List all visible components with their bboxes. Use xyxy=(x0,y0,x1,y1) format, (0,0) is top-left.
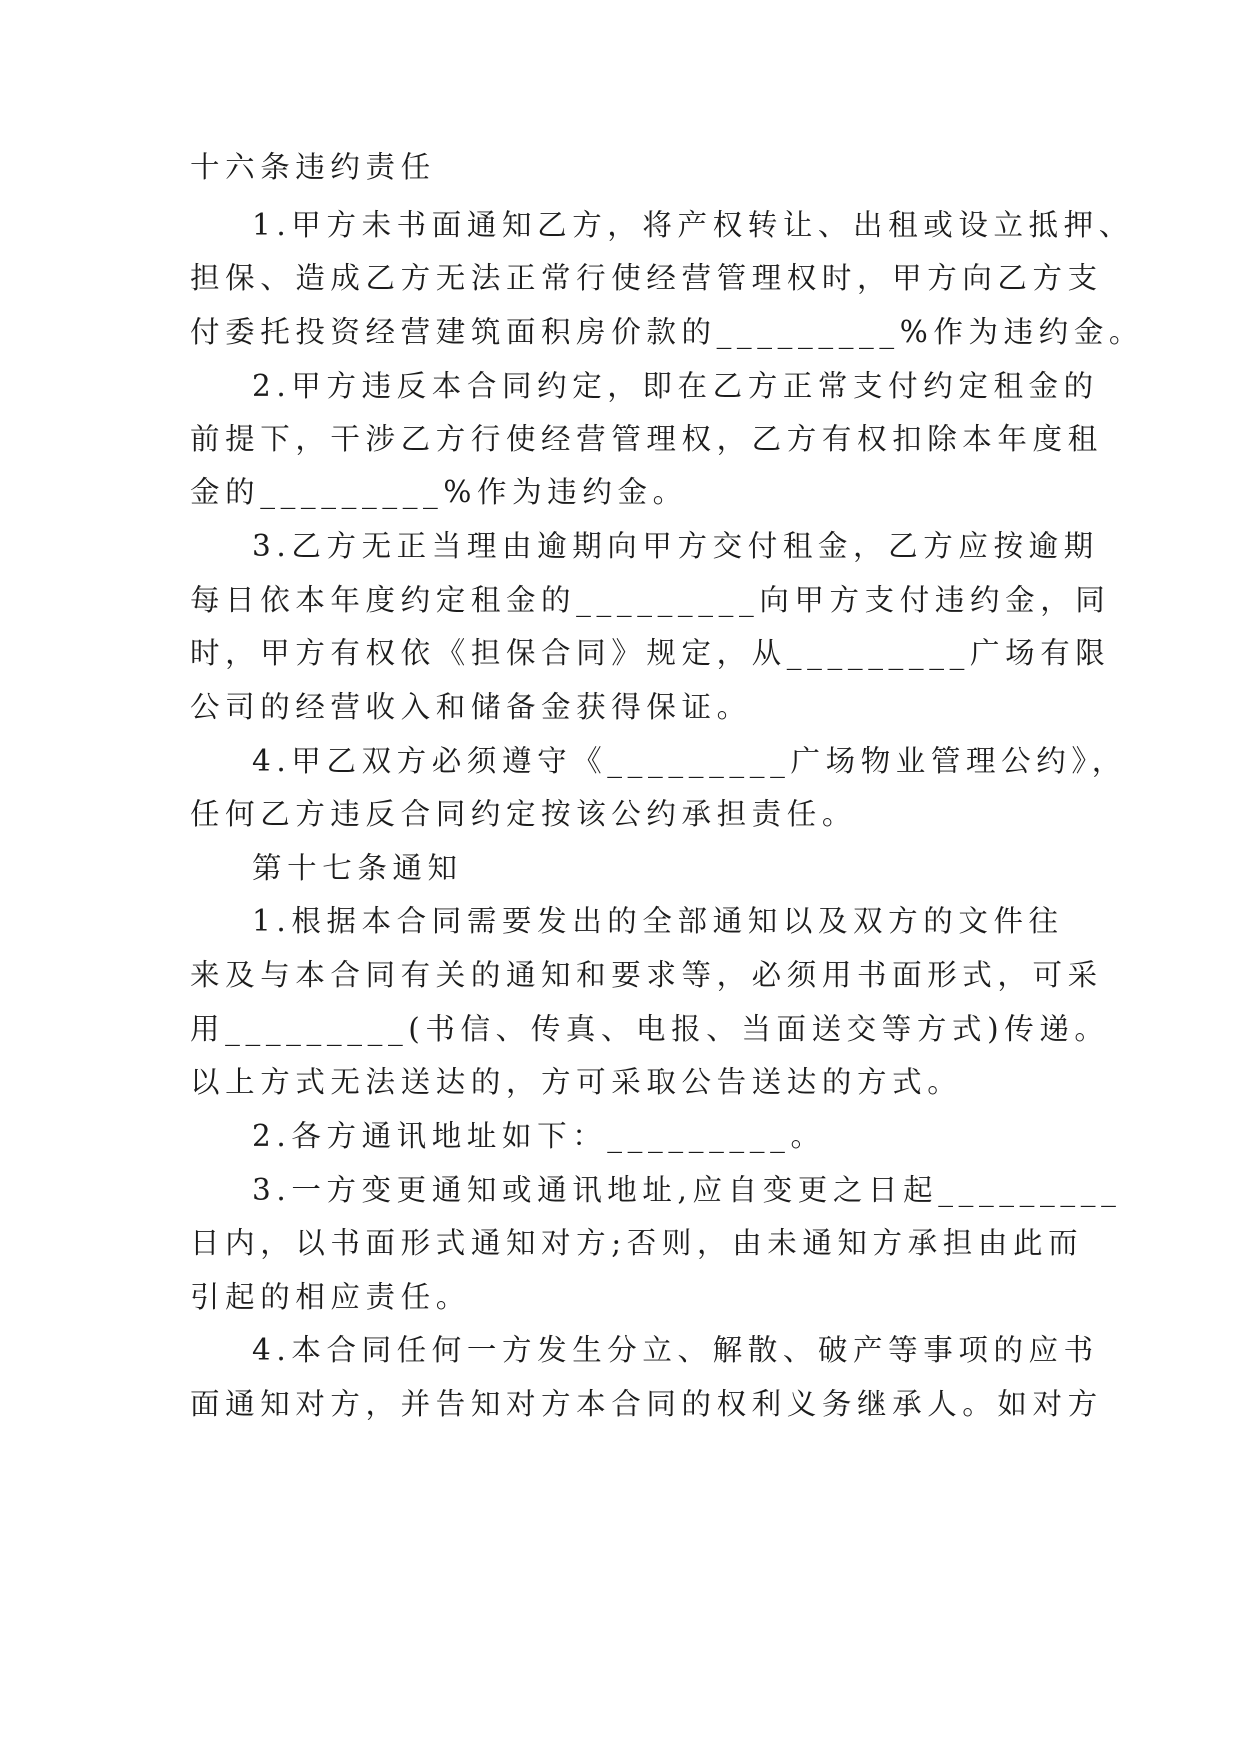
article-17-heading: 第十七条通知 xyxy=(252,851,463,885)
paragraph-line: 2.甲方违反本合同约定，即在乙方正常支付约定租金的 xyxy=(252,369,1099,403)
paragraph-line: 以上方式无法送达的，方可采取公告送达的方式。 xyxy=(190,1065,963,1099)
paragraph-line: 任何乙方违反合同约定按该公约承担责任。 xyxy=(190,797,857,831)
paragraph-line: 公司的经营收入和储备金获得保证。 xyxy=(190,690,752,724)
paragraph-line: 面通知对方，并告知对方本合同的权利义务继承人。如对方 xyxy=(190,1387,1103,1421)
paragraph-line: 前提下，干涉乙方行使经营管理权，乙方有权扣除本年度租 xyxy=(190,422,1103,456)
paragraph-line: 付委托投资经营建筑面积房价款的_________%作为违约金。 xyxy=(190,315,1145,349)
article-16-heading: 十六条违约责任 xyxy=(190,150,436,184)
paragraph-line: 用_________(书信、传真、电报、当面送交等方式)传递。 xyxy=(190,1012,1110,1046)
paragraph-line: 时，甲方有权依《担保合同》规定，从_________广场有限 xyxy=(190,636,1111,670)
paragraph-line: 3.乙方无正当理由逾期向甲方交付租金，乙方应按逾期 xyxy=(252,529,1099,563)
paragraph-line: 金的_________%作为违约金。 xyxy=(190,475,688,509)
paragraph-line: 来及与本合同有关的通知和要求等，必须用书面形式，可采 xyxy=(190,958,1103,992)
paragraph-line: 引起的相应责任。 xyxy=(190,1280,471,1314)
paragraph-line: 4.甲乙双方必须遵守《_________广场物业管理公约》， xyxy=(252,744,1127,778)
paragraph-line: 2.各方通讯地址如下：_________。 xyxy=(252,1119,826,1153)
paragraph-line: 1.根据本合同需要发出的全部通知以及双方的文件往 xyxy=(252,904,1064,938)
paragraph-line: 每日依本年度约定租金的_________向甲方支付违约金，同 xyxy=(190,583,1111,617)
paragraph-line: 4.本合同任何一方发生分立、解散、破产等事项的应书 xyxy=(252,1333,1099,1367)
paragraph-line: 1.甲方未书面通知乙方，将产权转让、出租或设立抵押、 xyxy=(252,208,1134,242)
paragraph-line: 日内，以书面形式通知对方;否则，由未通知方承担由此而 xyxy=(190,1226,1084,1260)
paragraph-line: 3.一方变更通知或通讯地址,应自变更之日起_________ xyxy=(252,1173,1122,1207)
paragraph-line: 担保、造成乙方无法正常行使经营管理权时，甲方向乙方支 xyxy=(190,261,1103,295)
